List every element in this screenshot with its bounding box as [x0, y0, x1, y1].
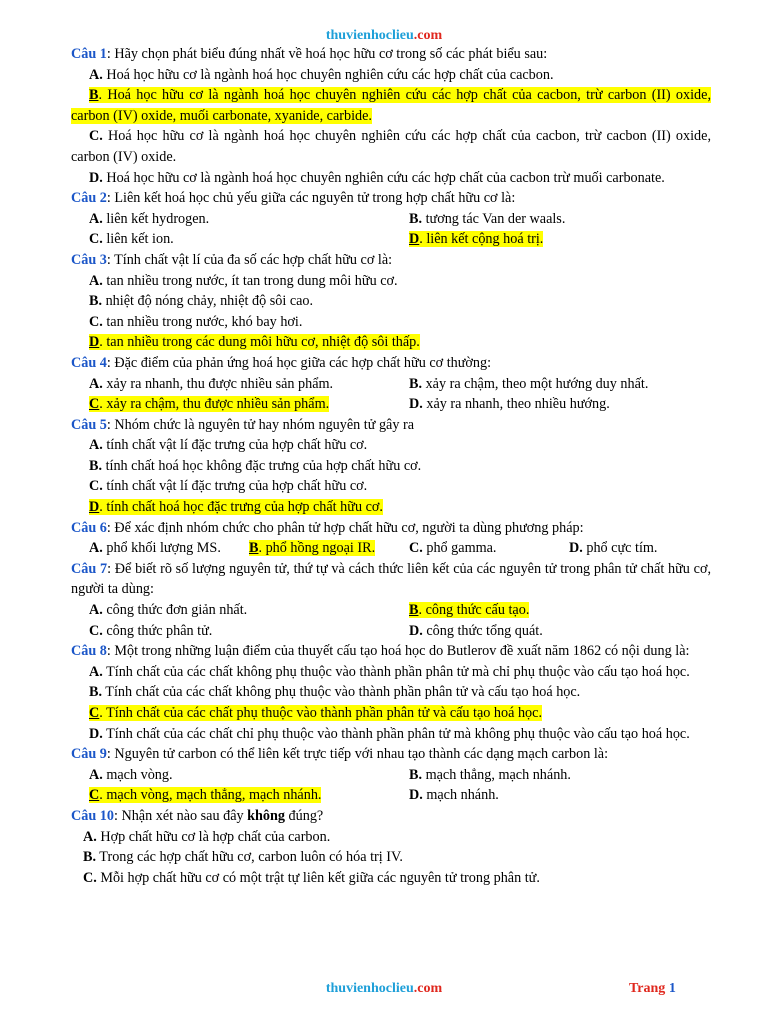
question-label: Câu 8 — [71, 643, 107, 660]
option-b: B. tương tác Van der waals. — [409, 210, 566, 227]
question-label: Câu 9 — [71, 746, 107, 763]
option-b: B. tính chất hoá học không đặc trưng của hợp chất hữu cơ. — [89, 457, 422, 474]
option-a: A. tan nhiều trong nước, ít tan trong dung môi hữu cơ. — [89, 272, 398, 289]
option-d: D. Hoá học hữu cơ là ngành hoá học chuyên nghiên cứu các hợp chất của cacbon trừ muối carbonate. — [89, 169, 665, 186]
question-text: : Hãy chọn phát biểu đúng nhất về hoá học hữu cơ trong số các phát biểu sau: — [106, 46, 548, 62]
question-text: : Để biết rõ số lượng nguyên tử, thứ tự và cách thức liên kết của các nguyên tử trong phân tử chất hữu cơ, người ta dùng: — [71, 560, 711, 598]
question-9 — [71, 744, 711, 806]
page-number: Trang 1 — [629, 981, 676, 996]
question-4 — [71, 353, 711, 415]
option-c: C. công thức phân tử. — [89, 622, 213, 639]
question-7 — [71, 559, 711, 641]
question-1 — [71, 44, 711, 188]
quiz-content — [71, 44, 711, 888]
question-text: : Nhóm chức là nguyên tử hay nhóm nguyên tử gây ra — [106, 416, 415, 433]
option-c-correct: C. Tính chất của các chất phụ thuộc vào thành phần phân tử và cấu tạo hoá học. — [89, 705, 542, 721]
option-c: C. Hoá học hữu cơ là ngành hoá học chuyên nghiên cứu các hợp chất của cacbon, trừ cacbon (II) oxide, carbon (IV) oxide. — [71, 128, 711, 165]
question-5 — [71, 415, 711, 518]
option-c-correct: C. mạch vòng, mạch thẳng, mạch nhánh. — [89, 787, 322, 804]
option-a: A. Hợp chất hữu cơ là hợp chất của carbon. — [83, 828, 331, 845]
option-d-correct: D. tan nhiều trong các dung môi hữu cơ, nhiệt độ sôi thấp. — [89, 334, 420, 351]
option-d-correct: D. tính chất hoá học đặc trưng của hợp chất hữu cơ. — [89, 499, 383, 516]
option-a: A. xảy ra nhanh, thu được nhiều sản phẩm. — [89, 375, 334, 392]
option-a: A. Hoá học hữu cơ là ngành hoá học chuyên nghiên cứu các hợp chất của cacbon. — [89, 66, 554, 83]
question-label: Câu 6 — [71, 519, 107, 536]
question-6 — [71, 518, 711, 559]
option-d-correct: D. liên kết cộng hoá trị. — [409, 231, 544, 248]
footer-site-name: thuvienhoclieu.com — [325, 981, 443, 996]
option-d: D. phổ cực tím. — [569, 540, 658, 557]
option-b-correct: B. phổ hồng ngoại IR. — [249, 540, 376, 557]
option-c: C. Mỗi hợp chất hữu cơ có một trật tự liên kết giữa các nguyên tử trong phân tử. — [83, 869, 540, 886]
question-label: Câu 3 — [71, 251, 107, 268]
option-b: B. Trong các hợp chất hữu cơ, carbon luôn có hóa trị IV. — [83, 849, 403, 866]
question-10: Câu 10: Nhận xét nào sau đây không đúng? A. Hợp chất hữu cơ là hợp chất của carbon. B. Trong các hợp chất hữu cơ, carbon luôn có hóa trị IV. C. Mỗi hợp chất hữu cơ có một trật tự liên kết giữa các nguyên tử trong phân tử. — [71, 806, 711, 888]
option-d: D. công thức tổng quát. — [409, 622, 543, 639]
question-text: : Để xác định nhóm chức cho phân tử hợp chất hữu cơ, người ta dùng phương pháp: — [106, 519, 584, 536]
option-c: C. phổ gamma. — [409, 540, 497, 557]
question-8 — [71, 641, 711, 744]
question-3 — [71, 250, 711, 353]
header-site-name: thuvienhoclieu.com — [325, 28, 443, 43]
option-a: A. Tính chất của các chất không phụ thuộc vào thành phần phân tử mà chỉ phụ thuộc vào cấu tạo hoá học. — [89, 663, 690, 680]
option-c: C. liên kết ion. — [89, 231, 174, 248]
option-b: B. Tính chất của các chất không phụ thuộc vào thành phần phân tử và cấu tạo hoá học. — [89, 684, 581, 701]
option-a: A. tính chất vật lí đặc trưng của hợp chất hữu cơ. — [89, 437, 368, 454]
question-text: : Một trong những luận điểm của thuyết cấu tạo hoá học do Butlerov đề xuất năm 1862 có nội dung là: — [106, 643, 690, 660]
option-a: A. mạch vòng. — [89, 766, 173, 783]
emphasis-not: không — [247, 807, 285, 824]
question-2 — [71, 188, 711, 250]
question-label: Câu 1 — [71, 46, 107, 62]
question-text: : Đặc điểm của phản ứng hoá học giữa các hợp chất hữu cơ thường: — [106, 354, 492, 371]
question-label: Câu 4 — [71, 354, 107, 371]
option-a: A. phổ khối lượng MS. — [89, 540, 221, 557]
question-label: Câu 7 — [71, 560, 108, 577]
option-d: D. Tính chất của các chất chỉ phụ thuộc vào thành phần phân tử mà không phụ thuộc vào cấu tạo hoá học. — [89, 725, 690, 742]
option-a: A. liên kết hydrogen. — [89, 210, 210, 227]
question-label: Câu 10 — [71, 807, 114, 824]
option-d: D. xảy ra nhanh, theo nhiều hướng. — [409, 396, 610, 413]
question-text: : Tính chất vật lí của đa số các hợp chất hữu cơ là: — [106, 251, 393, 268]
option-b: B. nhiệt độ nóng chảy, nhiệt độ sôi cao. — [89, 293, 314, 310]
option-b-correct: B. công thức cấu tạo. — [409, 602, 530, 619]
question-label: Câu 5 — [71, 416, 107, 433]
option-b: B. mạch thẳng, mạch nhánh. — [409, 766, 571, 783]
question-text: : Liên kết hoá học chủ yếu giữa các nguyên tử trong hợp chất hữu cơ là: — [106, 190, 516, 207]
question-text: : Nguyên tử carbon có thể liên kết trực tiếp với nhau tạo thành các dạng mạch carbon là: — [106, 746, 609, 763]
option-b: B. xảy ra chậm, theo một hướng duy nhất. — [409, 375, 649, 392]
option-a: A. công thức đơn giản nhất. — [89, 602, 248, 619]
option-c-correct: C. xảy ra chậm, thu được nhiều sản phẩm. — [89, 396, 330, 413]
option-d: D. mạch nhánh. — [409, 787, 499, 804]
option-c: C. tan nhiều trong nước, khó bay hơi. — [89, 313, 303, 330]
option-b-correct: B. Hoá học hữu cơ là ngành hoá học chuyên nghiên cứu các hợp chất của cacbon, trừ carbon (II) oxide, carbon (IV) oxide, muối carbonate, xyanide, carbide. — [71, 87, 711, 124]
question-label: Câu 2 — [71, 190, 107, 207]
option-c: C. tính chất vật lí đặc trưng của hợp chất hữu cơ. — [89, 478, 368, 495]
